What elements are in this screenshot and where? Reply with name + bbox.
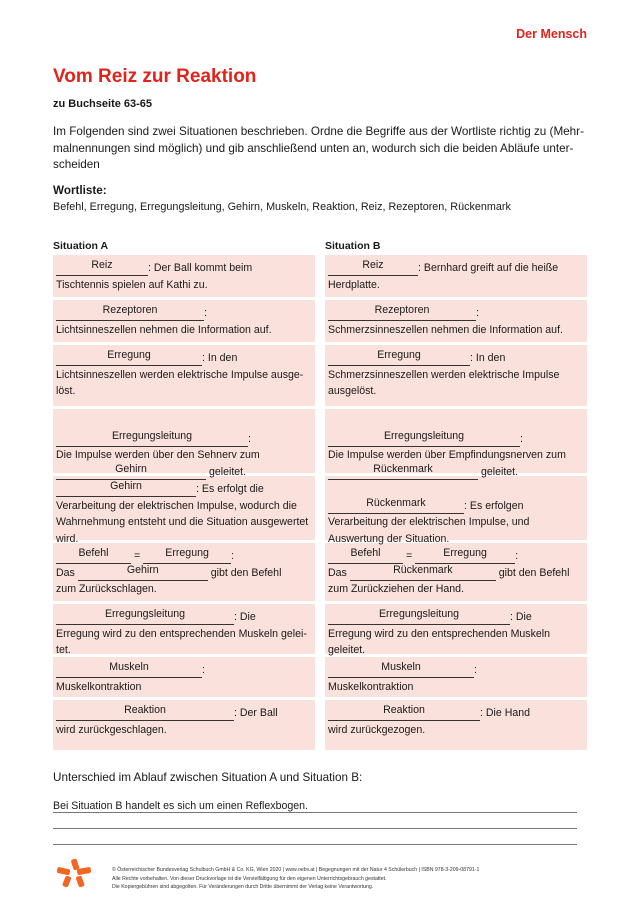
step-box-muskeln: Muskeln : Muskelkontraktion (325, 657, 587, 697)
intro-text: Im Folgenden sind zwei Situationen beschrieben. Ordne die Begriffe aus der Wortliste richtig zu (Mehr-malnennungen sind möglich) und gib anschließend unten an, wodurch sich die beiden Abläufe unter-scheiden (53, 125, 584, 171)
step-box-reiz: Reiz : Bernhard greift auf die heiße Herdplatte. (325, 255, 587, 297)
answer-blank[interactable]: Muskeln (328, 664, 474, 678)
answer-line[interactable] (53, 828, 577, 829)
step-box-reaktion: Reaktion : Der Ball wird zurückgeschlagen. (53, 700, 315, 750)
header-section-tag: Der Mensch (516, 27, 587, 41)
step-box-muskeln: Muskeln : Muskelkontraktion (53, 657, 315, 697)
answer-blank[interactable]: Reiz (56, 262, 148, 276)
page-subtitle: zu Buchseite 63-65 (53, 98, 153, 110)
wordlist-heading: Wortliste: (53, 184, 107, 197)
answer-line[interactable] (53, 812, 577, 813)
step-box-erregungsleitung-2: Erregungsleitung : Die Erregung wird zu den entsprechenden Muskeln gelei- tet. (53, 604, 315, 654)
step-box-erregung: Erregung : In den Schmerzsinneszellen werden elektrische Impulse ausgelöst. (325, 345, 587, 406)
answer-blank[interactable]: Reaktion (56, 707, 234, 721)
answer-blank[interactable]: Rezeptoren (328, 307, 476, 321)
step-box-verarbeitung: Rückenmark : Es erfolgen Verarbeitung der elektrischen Impulse, und Auswertung der Situation. (325, 476, 587, 540)
answer-blank[interactable]: Reiz (328, 262, 418, 276)
step-box-befehl: Befehl = Erregung : Das Gehirn gibt den Befehl zum Zurückschlagen. (53, 543, 315, 601)
answer-blank[interactable]: Rezeptoren (56, 307, 204, 321)
answer-blank[interactable]: Gehirn (78, 567, 208, 581)
answer-blank[interactable]: Erregungsleitung (328, 433, 520, 447)
answer-blank[interactable]: Erregungsleitung (56, 611, 234, 625)
step-box-rezeptoren: Rezeptoren : Lichtsinneszellen nehmen die Information auf. (53, 300, 315, 342)
answer-blank[interactable]: Erregungsleitung (328, 611, 510, 625)
situation-b-heading: Situation B (325, 240, 381, 252)
answer-blank[interactable]: Befehl (328, 550, 403, 564)
page-title: Vom Reiz zur Reaktion (53, 66, 257, 87)
difference-answer[interactable]: Bei Situation B handelt es sich um einen Reflexbogen. (53, 800, 309, 812)
step-box-reiz: Reiz : Der Ball kommt beim Tischtennis spielen auf Kathi zu. (53, 255, 315, 297)
wordlist-text: Befehl, Erregung, Erregungsleitung, Gehirn, Muskeln, Reaktion, Reiz, Rezeptoren, Rückenmark (53, 201, 511, 213)
publisher-logo-icon (53, 858, 97, 888)
answer-blank[interactable]: Erregungsleitung (56, 433, 248, 447)
answer-blank[interactable]: Gehirn (56, 483, 196, 497)
step-box-erregungsleitung: Erregungsleitung : Die Impulse werden über den Sehnerv zum Gehirn geleitet. (53, 409, 315, 473)
footer-copyright: © Österreichischer Bundesverlag Schulbuch GmbH & Co. KG, Wien 2020 | www.oebv.at | Begegnungen mit der Natur 4 Schülerbuch | ISBN 978-3-209-08791-1 Alle Rechte vorbehalten. Von dieser Druckvorlage ist die Vervielfältigung für den eigenen Unterrichtsgebrauch gestattet. Die Kopiergebühren sind abgegolten. Für Veränderungen durch Dritte übernimmt der Verlag keine Verantwortung. (112, 867, 480, 890)
step-box-erregungsleitung-2: Erregungsleitung : Die Erregung wird zu den entsprechenden Muskeln geleitet. (325, 604, 587, 654)
step-box-erregungsleitung: Erregungsleitung : Die Impulse werden über Empfindungsnerven zum Rückenmark geleitet. (325, 409, 587, 473)
step-box-befehl: Befehl = Erregung : Das Rückenmark gibt den Befehl zum Zurückziehen der Hand. (325, 543, 587, 601)
answer-blank[interactable]: Erregung (415, 550, 515, 564)
difference-question: Unterschied im Ablauf zwischen Situation A und Situation B: (53, 771, 363, 784)
situation-a-heading: Situation A (53, 240, 109, 252)
answer-blank[interactable]: Muskeln (56, 664, 202, 678)
step-box-rezeptoren: Rezeptoren : Schmerzsinneszellen nehmen die Information auf. (325, 300, 587, 342)
answer-blank[interactable]: Befehl (56, 550, 131, 564)
answer-line[interactable] (53, 844, 577, 845)
situation-b-column (325, 255, 587, 753)
answer-blank[interactable]: Erregung (328, 352, 470, 366)
answer-blank[interactable]: Rückenmark (328, 466, 478, 480)
answer-blank[interactable]: Rückenmark (328, 500, 464, 514)
answer-blank[interactable]: Erregung (143, 550, 231, 564)
step-box-erregung: Erregung : In den Lichtsinneszellen werden elektrische Impulse ausge- löst. (53, 345, 315, 406)
step-box-verarbeitung: Gehirn : Es erfolgt die Verarbeitung der elektrischen Impulse, wodurch die Wahrnehmung entsteht und die Situation ausgewertet wird. (53, 476, 315, 540)
situation-a-column (53, 255, 315, 753)
answer-blank[interactable]: Rückenmark (350, 567, 496, 581)
answer-blank[interactable]: Erregung (56, 352, 202, 366)
answer-blank[interactable]: Reaktion (328, 707, 480, 721)
step-box-reaktion: Reaktion : Die Hand wird zurückgezogen. (325, 700, 587, 750)
answer-blank[interactable]: Gehirn (56, 466, 206, 480)
